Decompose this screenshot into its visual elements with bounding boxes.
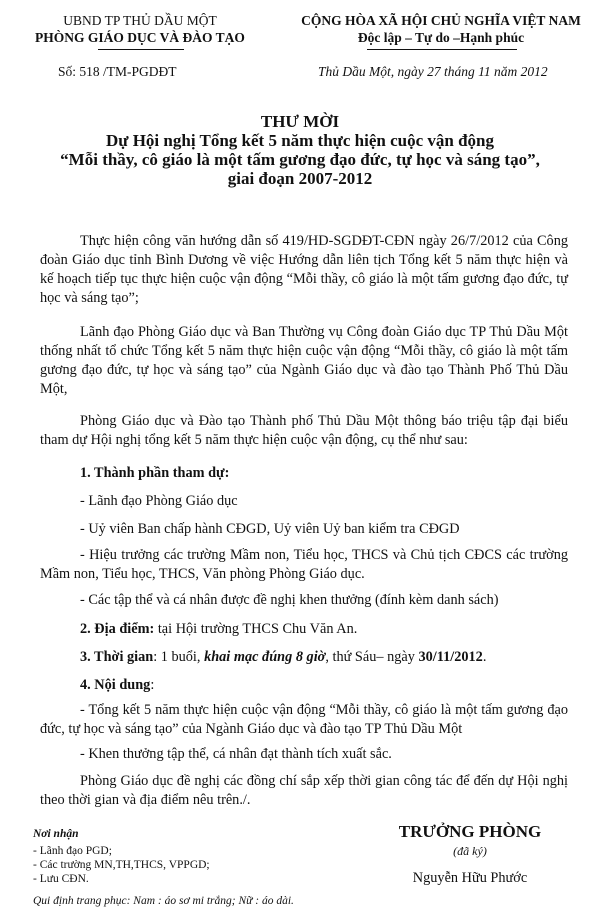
signer-title: TRƯỞNG PHÒNG — [398, 822, 542, 841]
title-line-4: giai đoạn 2007-2012 — [227, 169, 373, 188]
document-title — [0, 112, 600, 188]
nation-line-1: CỘNG HÒA XÃ HỘI CHỦ NGHĨA VIỆT NAM — [301, 13, 581, 28]
issuing-organization — [20, 12, 260, 46]
recipient-item: - Lưu CĐN. — [33, 873, 89, 885]
org-line-1: UBND TP THỦ DẦU MỘT — [63, 13, 217, 28]
section-3-text: : 1 buổi, — [153, 649, 205, 665]
section-3-date: 30/11/2012 — [418, 649, 483, 665]
section-3-end: . — [482, 649, 487, 665]
list-item: - Các tập thể và cá nhân được đề nghị khen thưởng (đính kèm danh sách) — [80, 592, 499, 608]
paragraph-2: Lãnh đạo Phòng Giáo dục và Ban Thường vụ Công đoàn Giáo dục TP Thủ Dầu Một thống nhất tổ chức Tổng kết 5 năm thực hiện cuộc vận động “Mỗi thầy, cô giáo là một tấm gương đạo đức, tự học và sáng tạo” của Ngành Giáo dục và đào tạo Thành Phố Thủ Dầu Một, — [40, 324, 568, 397]
section-3 — [80, 648, 568, 667]
dress-code-note: Qui định trang phục: Nam : áo sơ mi trắng; Nữ : áo dài. — [33, 895, 294, 907]
recipient-item: - Lãnh đạo PGD; — [33, 845, 112, 857]
document-number: Số: 518 /TM-PGDĐT — [58, 64, 177, 79]
list-item: - Hiệu trưởng các trường Mầm non, Tiểu học, THCS và Chủ tịch CĐCS các trường Mầm non, Tiểu học, THCS, Văn phòng Phòng Giáo dục. — [40, 547, 568, 582]
signer-name: Nguyễn Hữu Phước — [412, 870, 528, 886]
recipients-list — [33, 844, 210, 886]
recipient-item: - Các trường MN,TH,THCS, VPPGD; — [33, 859, 210, 871]
motto-underline — [367, 49, 517, 50]
closing-paragraph: Phòng Giáo dục đề nghị các đồng chí sắp xếp thời gian công tác để đến dự Hội nghị theo thời gian và địa điểm nêu trên./. — [40, 773, 568, 808]
section-4-title — [80, 676, 568, 695]
section-3-label: 3. Thời gian — [80, 649, 154, 665]
list-item: - Khen thưởng tập thể, cá nhân đạt thành tích xuất sắc. — [80, 746, 392, 762]
national-motto — [282, 12, 600, 46]
section-2-label: 2. Địa điểm: — [80, 621, 155, 637]
list-item: - Tổng kết 5 năm thực hiện cuộc vận động “Mỗi thầy, cô giáo là một tấm gương đạo đức, tự học và sáng tạo” của Ngành Giáo dục và đào tạo TP Thủ Dầu Một — [40, 702, 568, 737]
recipients-title: Nơi nhận — [33, 828, 79, 840]
section-3-emphasis: khai mạc đúng 8 giờ — [204, 649, 326, 665]
paragraph-1: Thực hiện công văn hướng dẫn số 419/HD-SGDĐT-CĐN ngày 26/7/2012 của Công đoàn Giáo dục tỉnh Bình Dương về việc Hướng dẫn liên tịch Tổng kết 5 năm thực hiện và kế hoạch tiếp tục thực hiện cuộc vận động “Mỗi thầy, cô giáo là một tấm gương đạo đức, tự học và sáng tạo”; — [40, 233, 568, 306]
section-4-label: 4. Nội dung — [80, 677, 151, 693]
org-underline — [98, 49, 184, 50]
section-1-title: 1. Thành phần tham dự: — [80, 465, 230, 481]
title-line-3: “Mỗi thầy, cô giáo là một tấm gương đạo đức, tự học và sáng tạo”, — [60, 150, 540, 169]
section-3-text-2: , thứ Sáu– ngày — [325, 649, 419, 665]
title-line-1: THƯ MỜI — [260, 112, 340, 131]
section-2 — [80, 620, 568, 639]
nation-line-2: Độc lập – Tự do –Hạnh phúc — [357, 30, 525, 45]
title-line-2: Dự Hội nghị Tổng kết 5 năm thực hiện cuộc vận động — [105, 131, 495, 150]
signed-note: (đã ký) — [453, 844, 487, 858]
org-line-2: PHÒNG GIÁO DỤC VÀ ĐÀO TẠO — [35, 30, 245, 45]
list-item: - Lãnh đạo Phòng Giáo dục — [80, 493, 238, 509]
paragraph-3: Phòng Giáo dục và Đào tạo Thành phố Thủ Dầu Một thông báo triệu tập đại biểu tham dự Hội nghị tổng kết 5 năm thực hiện cuộc vận động, cụ thể như sau: — [40, 413, 568, 448]
list-item: - Uỷ viên Ban chấp hành CĐGD, Uỷ viên Uỷ ban kiểm tra CĐGD — [80, 521, 460, 537]
document-date: Thủ Dầu Một, ngày 27 tháng 11 năm 2012 — [318, 64, 548, 79]
section-2-text: tại Hội trường THCS Chu Văn An. — [154, 621, 358, 637]
section-4-colon: : — [150, 677, 155, 693]
